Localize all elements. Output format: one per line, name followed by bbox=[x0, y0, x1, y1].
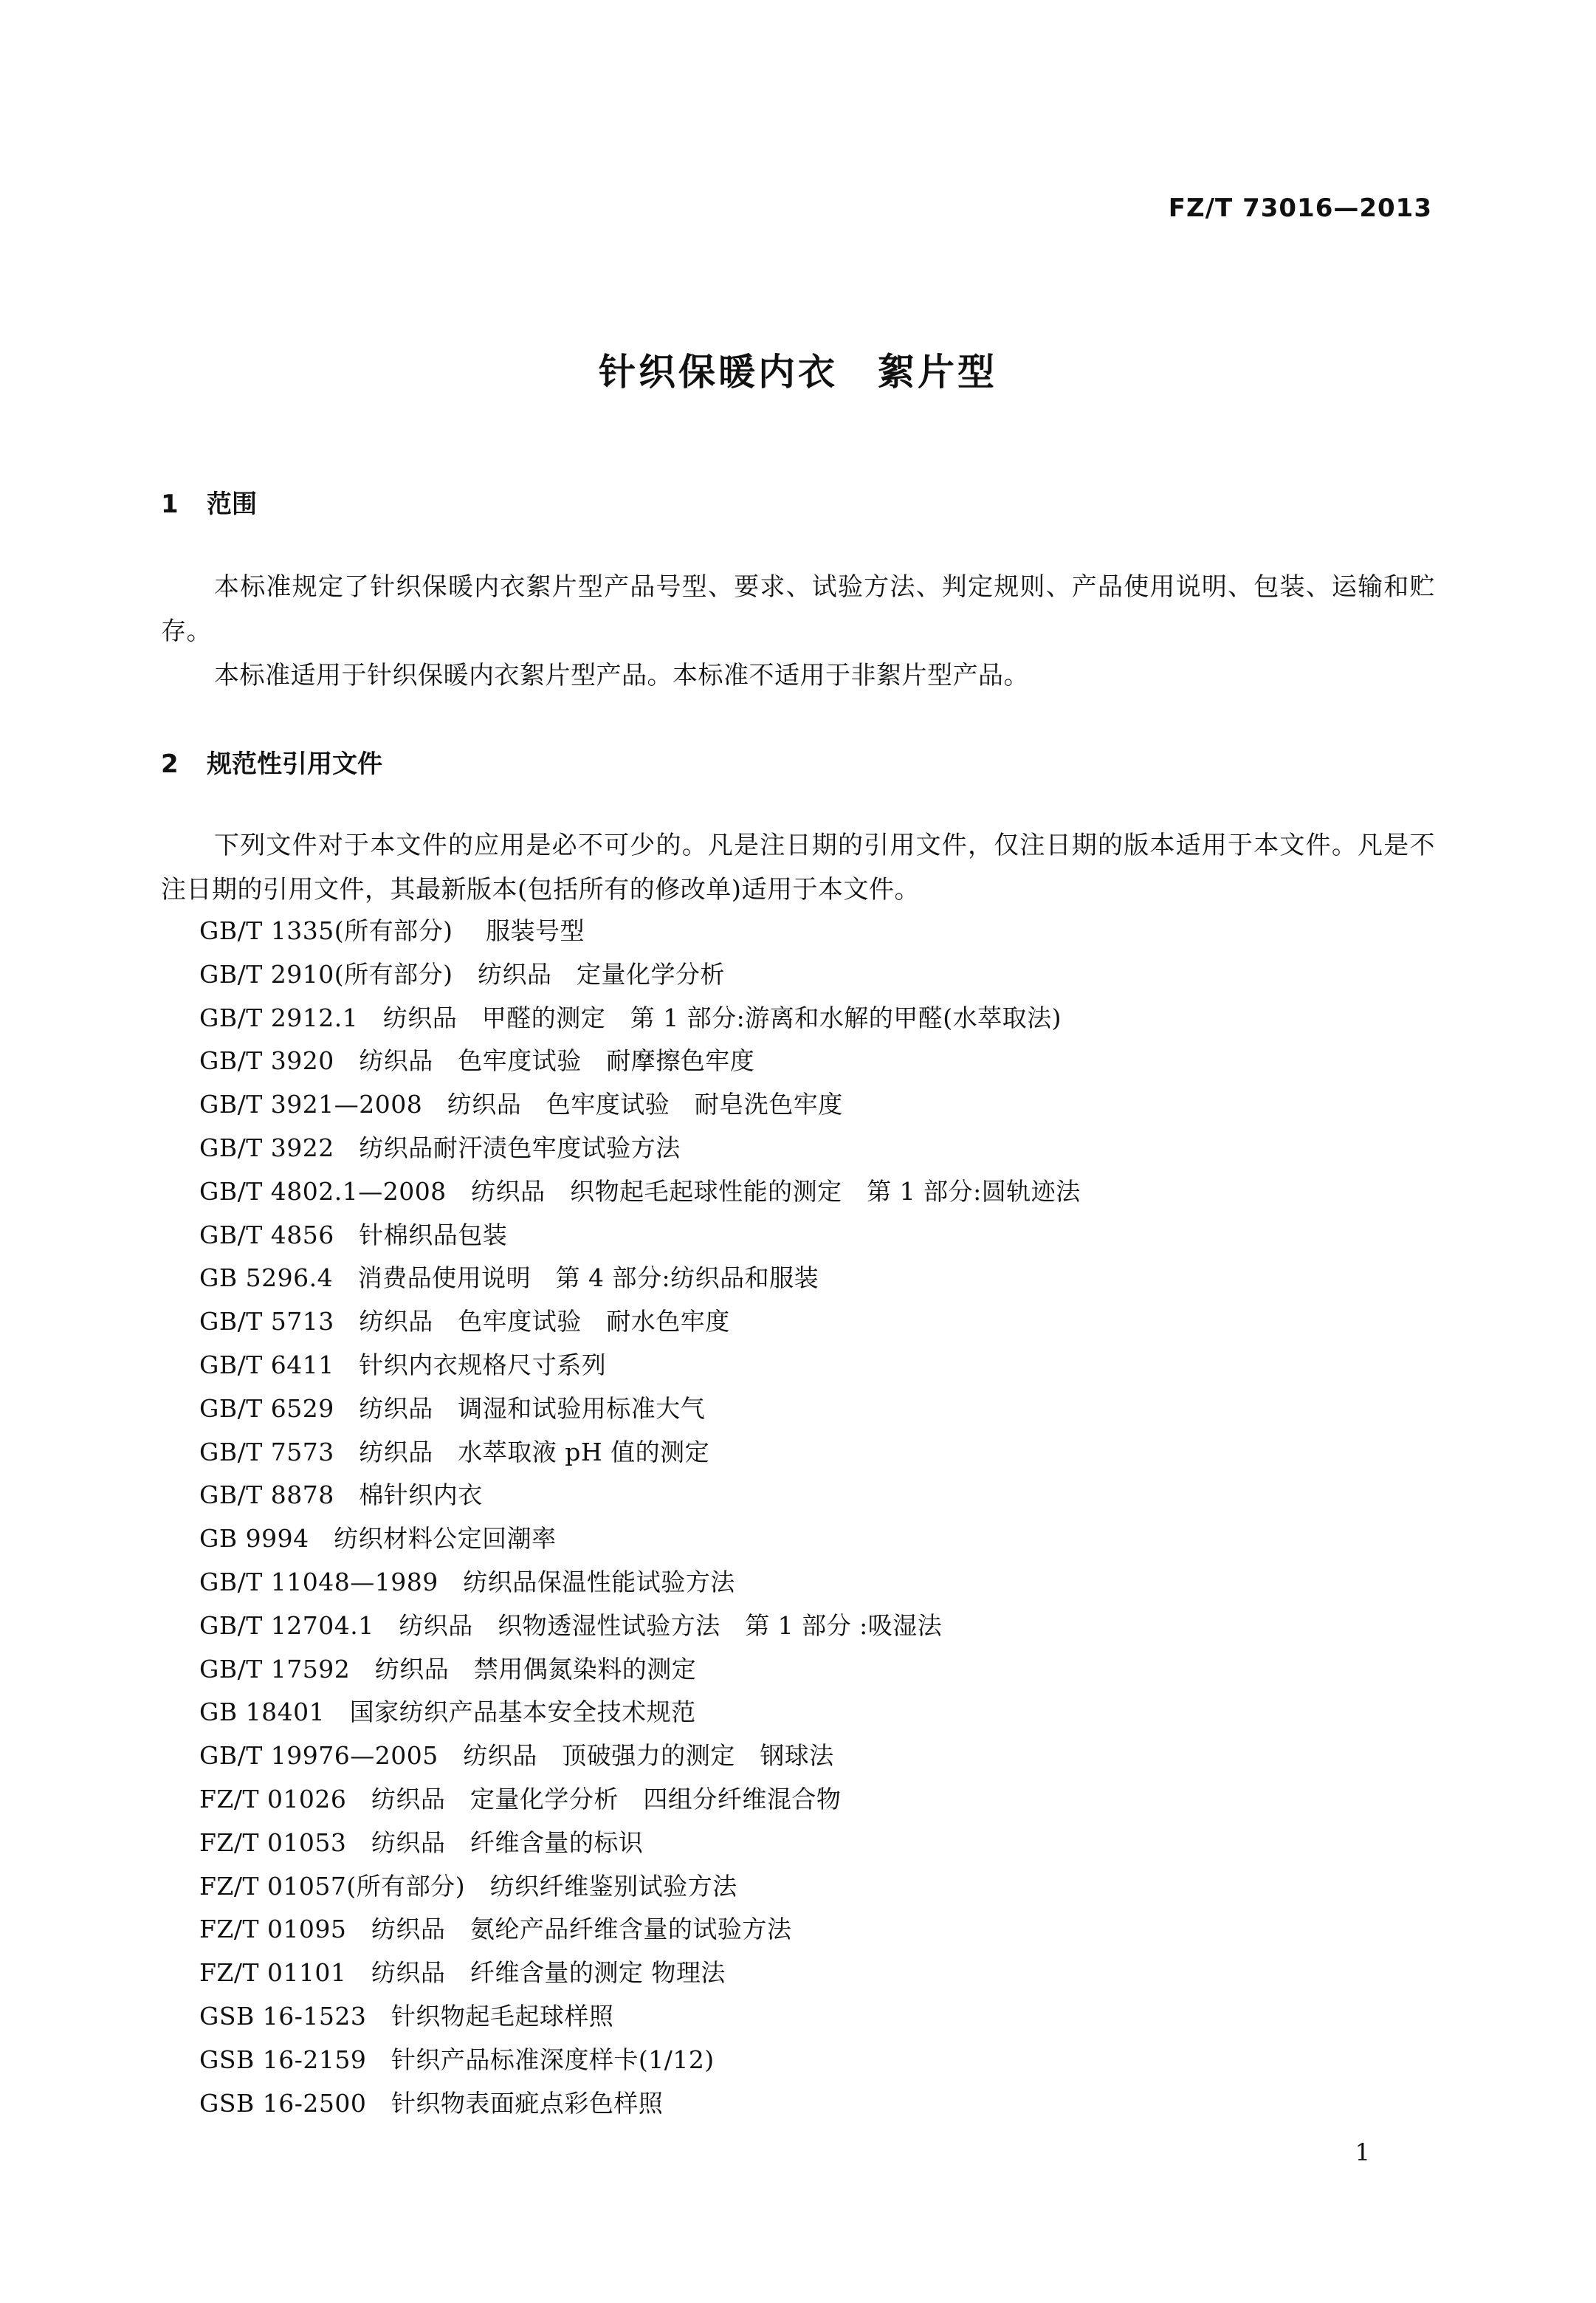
reference-item: GB/T 3921—2008 纺织品 色牢度试验 耐皂洗色牢度 bbox=[199, 1090, 843, 1119]
page-number: 1 bbox=[1355, 2138, 1370, 2166]
reference-item: GB 18401 国家纺织产品基本安全技术规范 bbox=[199, 1698, 696, 1727]
section-1-title: 范围 bbox=[207, 490, 257, 519]
reference-item: GB/T 12704.1 纺织品 织物透湿性试验方法 第 1 部分 :吸湿法 bbox=[199, 1610, 943, 1640]
reference-item: GB/T 4856 针棉织品包装 bbox=[199, 1220, 508, 1249]
section-2-title: 规范性引用文件 bbox=[207, 749, 382, 779]
section-1-number: 1 bbox=[161, 490, 179, 519]
reference-item: FZ/T 01026 纺织品 定量化学分析 四组分纤维混合物 bbox=[199, 1784, 842, 1813]
reference-item: GB 5296.4 消费品使用说明 第 4 部分:纺织品和服装 bbox=[199, 1263, 819, 1293]
section-1-paragraph-2: 本标准适用于针织保暖内衣絮片型产品。本标准不适用于非絮片型产品。 bbox=[214, 661, 1029, 690]
section-1-heading bbox=[161, 484, 257, 520]
reference-item: GB/T 5713 纺织品 色牢度试验 耐水色牢度 bbox=[199, 1307, 730, 1336]
reference-item: GB/T 11048—1989 纺织品保温性能试验方法 bbox=[199, 1567, 735, 1596]
reference-item: GB/T 4802.1—2008 纺织品 织物起毛起球性能的测定 第 1 部分:圆轨迹法 bbox=[199, 1176, 1081, 1206]
reference-item: GB/T 3922 纺织品耐汗渍色牢度试验方法 bbox=[199, 1133, 681, 1162]
reference-item: GSB 16-2159 针织产品标准深度样卡(1/12) bbox=[199, 2045, 715, 2074]
reference-item: GSB 16-1523 针织物起毛起球样照 bbox=[199, 2001, 614, 2031]
reference-item: FZ/T 01101 纺织品 纤维含量的测定 物理法 bbox=[199, 1958, 726, 1988]
reference-item: GB/T 7573 纺织品 水萃取液 pH 值的测定 bbox=[199, 1437, 710, 1466]
reference-item: FZ/T 01057(所有部分) 纺织纤维鉴别试验方法 bbox=[199, 1871, 737, 1901]
section-2-heading bbox=[161, 744, 382, 780]
reference-item: GB/T 2910(所有部分) 纺织品 定量化学分析 bbox=[199, 959, 725, 989]
reference-list bbox=[199, 910, 1081, 2125]
reference-item: GB/T 19976—2005 纺织品 顶破强力的测定 钢球法 bbox=[199, 1741, 834, 1771]
standard-code: FZ/T 73016—2013 bbox=[1168, 193, 1432, 223]
section-1-paragraph-1: 本标准规定了针织保暖内衣絮片型产品号型、要求、试验方法、判定规则、产品使用说明、包装、运输和贮存。 bbox=[161, 572, 1435, 646]
reference-item: FZ/T 01053 纺织品 纤维含量的标识 bbox=[199, 1827, 644, 1857]
reference-item: FZ/T 01095 纺织品 氨纶产品纤维含量的试验方法 bbox=[199, 1915, 792, 1944]
reference-item: GB/T 6529 纺织品 调湿和试验用标准大气 bbox=[199, 1393, 706, 1423]
reference-item: GB/T 17592 纺织品 禁用偶氮染料的测定 bbox=[199, 1654, 697, 1684]
reference-item: GB/T 3920 纺织品 色牢度试验 耐摩擦色牢度 bbox=[199, 1046, 755, 1076]
reference-item: GB/T 8878 棉针织内衣 bbox=[199, 1480, 483, 1510]
reference-item: GB/T 1335(所有部分) 服装号型 bbox=[199, 916, 585, 945]
reference-item: GB/T 2912.1 纺织品 甲醛的测定 第 1 部分:游离和水解的甲醛(水萃取法) bbox=[199, 1003, 1062, 1032]
section-2-number: 2 bbox=[161, 749, 179, 779]
reference-item: GB/T 6411 针织内衣规格尺寸系列 bbox=[199, 1350, 607, 1379]
reference-item: GB 9994 纺织材料公定回潮率 bbox=[199, 1524, 557, 1554]
reference-item: GSB 16-2500 针织物表面疵点彩色样照 bbox=[199, 2088, 664, 2118]
document-title: 针织保暖内衣 絮片型 bbox=[599, 351, 997, 394]
section-2-intro: 下列文件对于本文件的应用是必不可少的。凡是注日期的引用文件，仅注日期的版本适用于本文件。凡是不注日期的引用文件，其最新版本(包括所有的修改单)适用于本文件。 bbox=[161, 831, 1435, 905]
